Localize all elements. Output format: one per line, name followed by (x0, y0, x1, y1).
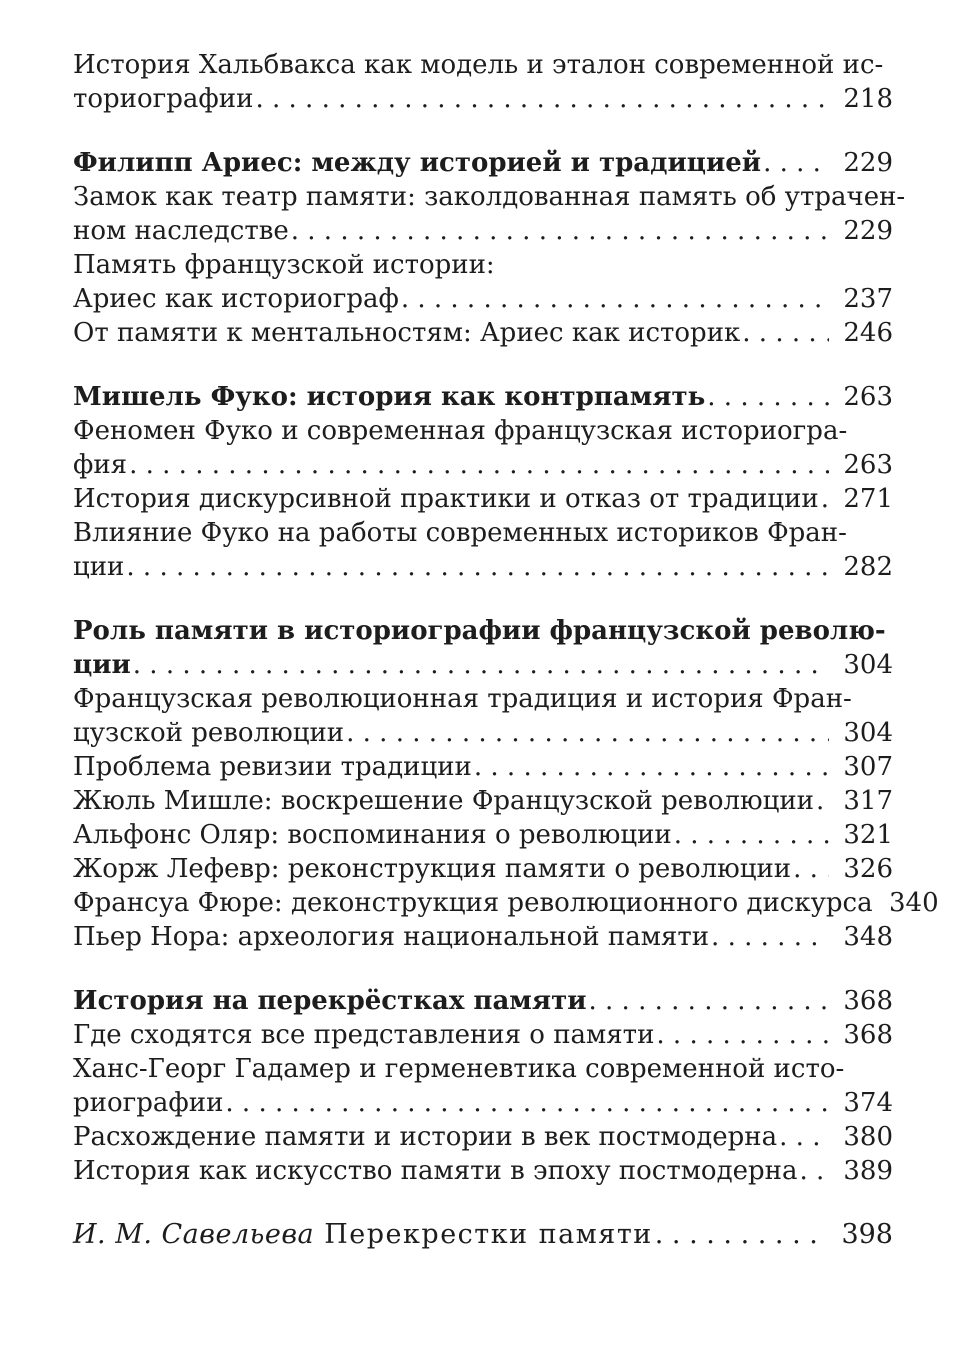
page-number: 368 (843, 986, 893, 1016)
toc-entry (73, 414, 893, 482)
toc-entry-last-line (73, 750, 893, 784)
toc-entry-line: Роль памяти в историографии французской револю- (73, 616, 886, 646)
toc-entry (73, 784, 893, 818)
dot-leader (401, 282, 829, 316)
toc-final-entry (73, 1218, 893, 1252)
page-number: 374 (843, 1088, 893, 1118)
toc-entry-last-line (73, 886, 939, 920)
toc-entry (73, 852, 893, 886)
page-number: 326 (843, 854, 893, 884)
toc-entry-title: Филипп Ариес: между историей и традицией (73, 148, 762, 178)
toc-entry-title: ториографии (73, 84, 254, 114)
toc-entry-line: Замок как театр памяти: заколдованная память об утрачен- (73, 182, 906, 212)
toc-entry-title: Альфонс Оляр: воспоминания о революции (73, 820, 672, 850)
dot-leader (588, 984, 829, 1018)
toc-entry-line: Ханс-Георг Гадамер и герменевтика современной исто- (73, 1054, 845, 1084)
page-number: 321 (843, 820, 893, 850)
toc-entry (73, 886, 939, 920)
toc-entry-title: Расхождение памяти и истории в век постмодерна (73, 1122, 778, 1152)
toc-entry (73, 180, 906, 248)
toc-entry (73, 920, 893, 954)
dot-leader (793, 852, 829, 886)
toc-entry (73, 1154, 893, 1188)
page-number: 229 (843, 148, 893, 178)
toc-entry-line: История Хальбвакса как модель и эталон современной ис- (73, 50, 884, 80)
toc-entry-last-line (73, 984, 893, 1018)
dot-leader (474, 750, 829, 784)
page-number: 398 (841, 1219, 893, 1250)
dot-leader (763, 146, 829, 180)
toc-entry-last-line (73, 1018, 893, 1052)
dot-leader (655, 1218, 829, 1252)
toc-entry (73, 1018, 893, 1052)
dot-leader (821, 482, 829, 516)
toc-entry-last-line (73, 82, 893, 116)
toc-entry-title: фия (73, 450, 128, 480)
toc-entry-title: История как искусство памяти в эпоху постмодерна (73, 1156, 798, 1186)
toc-entry-title: ции (73, 552, 125, 582)
dot-leader (129, 448, 829, 482)
toc-entry-last-line (73, 648, 893, 682)
toc-entry-title: Где сходятся все представления о памяти (73, 1020, 655, 1050)
toc-entry (73, 1120, 893, 1154)
toc-entry-title: Франсуа Фюре: деконструкция революционного дискурса (73, 888, 873, 918)
toc-entry-last-line (73, 1154, 893, 1188)
toc-entry-last-line (73, 214, 893, 248)
toc-entry-last-line (73, 1086, 893, 1120)
toc-section-entry (73, 380, 893, 414)
dot-leader (707, 380, 829, 414)
dot-leader (291, 214, 829, 248)
toc-section-entry (73, 614, 893, 682)
toc-entry-title: История на перекрёстках памяти (73, 986, 587, 1016)
toc-entry-last-line (73, 448, 893, 482)
toc-entry-title (73, 1218, 653, 1252)
page-number: 304 (843, 718, 893, 748)
page-number: 229 (843, 216, 893, 246)
toc-entry (73, 1052, 893, 1120)
page-number: 340 (888, 888, 939, 918)
page-number: 380 (843, 1122, 893, 1152)
page-number: 263 (843, 450, 893, 480)
page-number: 348 (843, 922, 893, 952)
toc-entry (73, 248, 893, 316)
toc-entry-title: Мишель Фуко: история как контрпамять (73, 382, 706, 412)
toc-entry-author: И. М. Савельева (73, 1219, 315, 1250)
dot-leader (779, 1120, 829, 1154)
toc-entry-title-text: Перекрестки памяти (324, 1219, 653, 1250)
toc-entry-title: Жюль Мишле: воскрешение Французской революции (73, 786, 814, 816)
dot-leader (711, 920, 829, 954)
dot-leader (816, 784, 829, 818)
toc-entry-line: Память французской истории: (73, 250, 495, 280)
page-number: 237 (843, 284, 893, 314)
toc-entry (73, 682, 893, 750)
toc-entry-title: риографии (73, 1088, 224, 1118)
toc-entry-title: ном наследстве (73, 216, 289, 246)
toc-entry (73, 482, 893, 516)
toc-entry-last-line (73, 1120, 893, 1154)
toc-entry-title: История дискурсивной практики и отказ от традиции (73, 484, 819, 514)
toc-entry (73, 750, 893, 784)
dot-leader (656, 1018, 829, 1052)
page-number: 271 (843, 484, 893, 514)
toc-entry-last-line (73, 316, 893, 350)
toc-entry-last-line (73, 482, 893, 516)
toc-entry-title: Ариес как историограф (73, 284, 399, 314)
page-number: 263 (843, 382, 893, 412)
page-number: 218 (843, 84, 893, 114)
page-number: 317 (843, 786, 893, 816)
toc-entry-line: Влияние Фуко на работы современных историков Фран- (73, 518, 847, 548)
dot-leader (346, 716, 829, 750)
dot-leader (133, 648, 829, 682)
toc-entry-title: От памяти к ментальностям: Ариес как историк (73, 318, 741, 348)
toc-entry-title: Проблема ревизии традиции (73, 752, 472, 782)
page-number: 246 (843, 318, 893, 348)
toc-entry-last-line (73, 380, 893, 414)
page-number: 368 (843, 1020, 893, 1050)
page-number: 389 (843, 1156, 893, 1186)
dot-leader (742, 316, 829, 350)
toc-section-entry (73, 984, 893, 1018)
toc-entry-last-line (73, 852, 893, 886)
toc-entry-title: Пьер Нора: археология национальной памяти (73, 922, 710, 952)
toc-entry-last-line (73, 550, 893, 584)
toc-entry-title: ции (73, 650, 131, 680)
dot-leader (225, 1086, 829, 1120)
toc-entry (73, 48, 893, 116)
toc-entry-last-line (73, 146, 893, 180)
toc-entry-last-line (73, 282, 893, 316)
toc-entry (73, 316, 893, 350)
toc-entry-last-line (73, 920, 893, 954)
toc-entry-line: Феномен Фуко и современная французская историогра- (73, 416, 848, 446)
toc-section-entry (73, 146, 893, 180)
page-number: 282 (843, 552, 893, 582)
page-number: 307 (843, 752, 893, 782)
table-of-contents (73, 48, 939, 1252)
toc-entry-last-line (73, 818, 893, 852)
toc-entry (73, 818, 893, 852)
toc-entry (73, 516, 893, 584)
dot-leader (126, 550, 829, 584)
dot-leader (255, 82, 829, 116)
toc-entry-line: Французская революционная традиция и история Фран- (73, 684, 852, 714)
page-number: 304 (843, 650, 893, 680)
toc-entry-title: Жорж Лефевр: реконструкция памяти о революции (73, 854, 792, 884)
toc-entry-title: цузской революции (73, 718, 345, 748)
toc-entry-last-line (73, 1218, 893, 1252)
toc-entry-last-line (73, 716, 893, 750)
toc-entry-last-line (73, 784, 893, 818)
dot-leader (674, 818, 829, 852)
dot-leader (799, 1154, 829, 1188)
